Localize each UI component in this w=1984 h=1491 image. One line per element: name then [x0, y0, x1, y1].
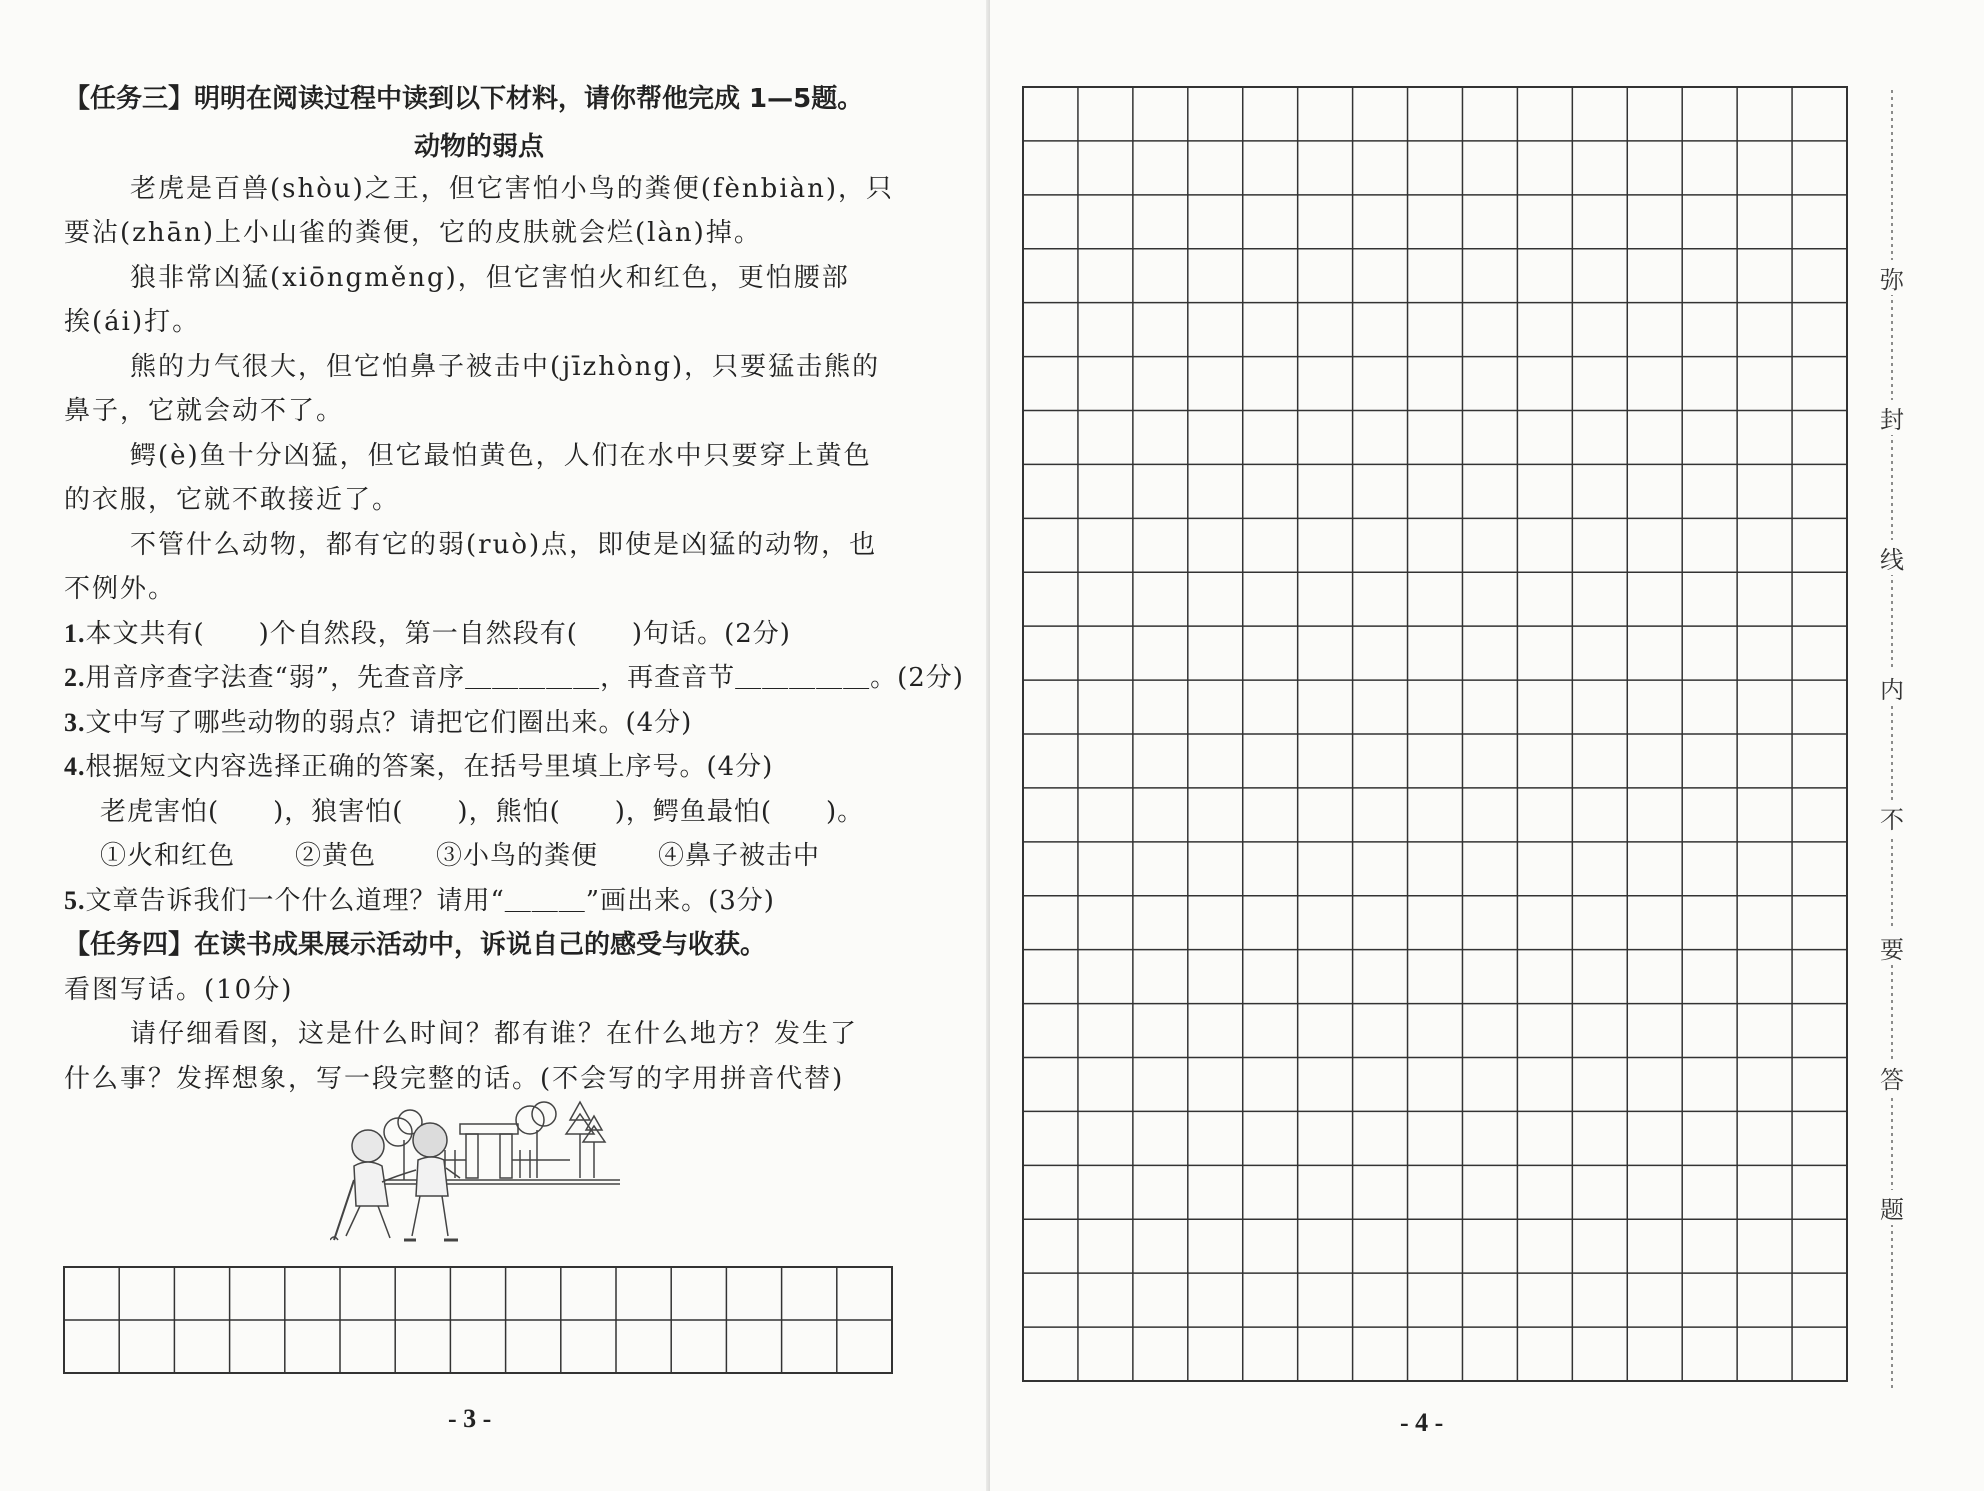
- task3-header: 【任务三】明明在阅读过程中读到以下材料，请你帮他完成 1—5题。: [64, 84, 864, 114]
- question-2: 2.用音序查字法查“弱”，先查音序＿＿＿＿＿，再查音节＿＿＿＿＿。(2分): [64, 663, 964, 693]
- task4-line: 请仔细看图，这是什么时间？都有谁？在什么地方？发生了: [130, 1019, 859, 1049]
- article-line: 要沾(zhān)上小山雀的粪便，它的皮肤就会烂(làn)掉。: [64, 218, 762, 248]
- article-line: 挨(ái)打。: [64, 307, 201, 337]
- seal-char: 弥: [1872, 260, 1912, 295]
- seal-char: 不: [1872, 800, 1912, 835]
- seal-char: 要: [1872, 930, 1912, 965]
- seal-char: 题: [1872, 1190, 1912, 1225]
- article-line: 狼非常凶猛(xiōngměng)，但它害怕火和红色，更怕腰部: [130, 263, 850, 293]
- article-line: 老虎是百兽(shòu)之王，但它害怕小鸟的粪便(fènbiàn)，只: [130, 174, 895, 204]
- option-2: ②黄色: [295, 841, 377, 871]
- seal-char: 答: [1872, 1060, 1912, 1095]
- article-line: 的衣服，它就不敢接近了。: [64, 485, 401, 515]
- option-1: ①火和红色: [100, 841, 236, 871]
- seal-char: 线: [1872, 540, 1912, 575]
- question-4-options: [100, 839, 820, 873]
- option-3: ③小鸟的粪便: [436, 841, 599, 871]
- task4-header: 【任务四】在读书成果展示活动中，诉说自己的感受与收获。: [64, 930, 767, 960]
- task4-subtitle: 看图写话。(10分): [64, 975, 294, 1005]
- picture-illustration: [330, 1100, 630, 1255]
- article-line: 不例外。: [64, 574, 177, 604]
- question-4-fill: 老虎害怕( )，狼害怕( )，熊怕( )，鳄鱼最怕( )。: [100, 797, 865, 827]
- article-title: 动物的弱点: [413, 132, 544, 162]
- answer-grid-small: [63, 1266, 893, 1374]
- task4-line: 什么事？发挥想象，写一段完整的话。(不会写的字用拼音代替): [64, 1064, 845, 1094]
- answer-grid-large: [1022, 86, 1848, 1382]
- page-number-right: - 4 -: [1400, 1408, 1444, 1437]
- article-line: 鼻子，它就会动不了。: [64, 396, 345, 426]
- seal-char: 内: [1872, 670, 1912, 705]
- option-4: ④鼻子被击中: [658, 841, 821, 871]
- seal-line: [1872, 90, 1912, 1390]
- article-line: 不管什么动物，都有它的弱(ruò)点，即使是凶猛的动物，也: [130, 530, 878, 560]
- question-1: 1.本文共有( )个自然段，第一自然段有( )句话。(2分): [64, 619, 791, 649]
- article-line: 鳄(è)鱼十分凶猛，但它最怕黄色，人们在水中只要穿上黄色: [130, 441, 872, 471]
- left-page: [0, 0, 990, 1491]
- article-line: 熊的力气很大，但它怕鼻子被击中(jīzhòng)，只要猛击熊的: [130, 352, 881, 382]
- question-3: 3.文中写了哪些动物的弱点？请把它们圈出来。(4分): [64, 708, 693, 738]
- question-5: 5.文章告诉我们一个什么道理？请用“＿＿＿”画出来。(3分): [64, 886, 775, 916]
- question-4: 4.根据短文内容选择正确的答案，在括号里填上序号。(4分): [64, 752, 774, 782]
- seal-char: 封: [1872, 400, 1912, 435]
- page-number-left: - 3 -: [448, 1404, 492, 1433]
